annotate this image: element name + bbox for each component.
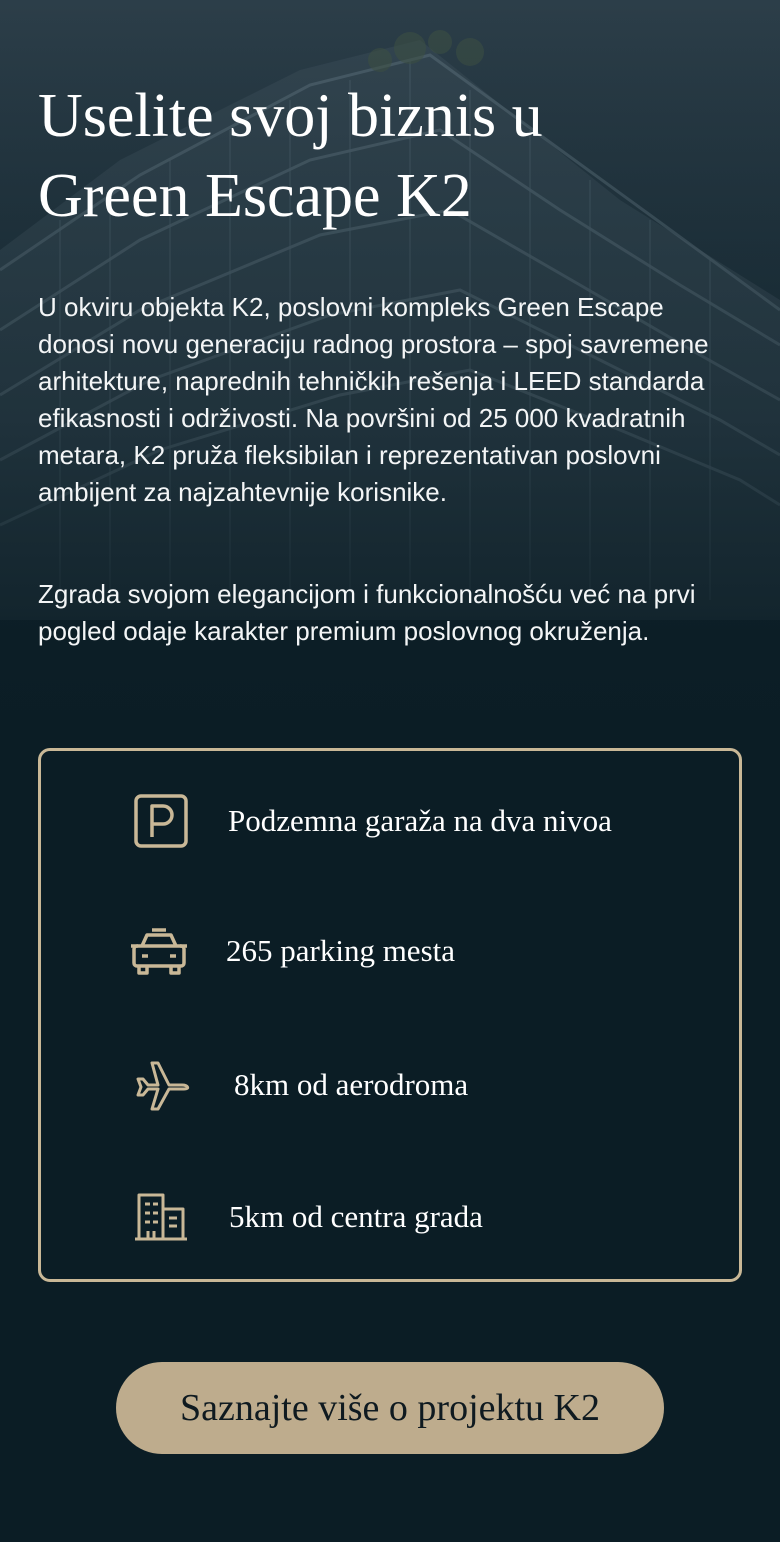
learn-more-button[interactable]: Saznajte više o projektu K2 <box>116 1362 664 1454</box>
intro-paragraph-secondary: Zgrada svojom elegancijom i funkcionalnošću već na prvi pogled odaje karakter premium poslovnog okruženja. <box>38 579 696 646</box>
page-title-line1: Uselite svoj biznis u <box>38 82 543 150</box>
feature-item <box>41 1055 739 1115</box>
feature-item <box>41 921 739 981</box>
features-box <box>38 748 742 1282</box>
airplane-icon <box>133 1055 193 1115</box>
page-title-line2: Green Escape K2 <box>38 162 472 230</box>
feature-label: 5km od centra grada <box>229 1199 483 1234</box>
feature-label: 265 parking mesta <box>226 933 456 968</box>
page-title <box>38 76 738 236</box>
buildings-icon <box>131 1187 191 1247</box>
car-icon <box>129 921 189 981</box>
feature-label: Podzemna garaža na dva nivoa <box>228 803 612 838</box>
feature-item <box>41 791 739 851</box>
intro-paragraph: U okviru objekta K2, poslovni kompleks Green Escape donosi novu generaciju radnog prostora – spoj savremene arhitekture, naprednih tehničkih rešenja i LEED standarda efikasnosti i održivosti. Na površini od 25 000 kvadratnih metara, K2 pruža fleksibilan i reprezentativan poslovni ambijent za najzahtevnije korisnike. <box>38 292 709 507</box>
feature-label: 8km od aerodroma <box>234 1067 469 1102</box>
feature-item <box>41 1187 739 1247</box>
parking-icon <box>131 791 191 851</box>
